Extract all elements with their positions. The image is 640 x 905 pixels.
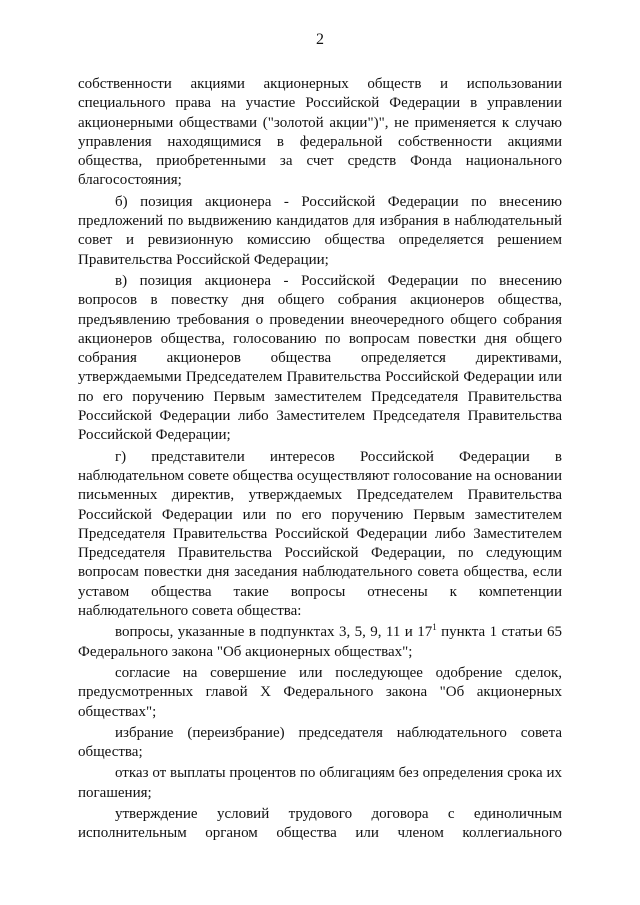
- paragraph-item-v: в) позиция акционера - Российской Федерации по внесению вопросов в повестку дня общего собрания акционеров общества, предъявлению требования о проведении внеочередного общего собрания акционеров общества, голосованию по вопросам повестки дня общего собрания акционеров общества определяется директивами, утверждаемыми Председателем Правительства Российской Федерации или по его поручению Первым заместителем Председателя Правительства Российской Федерации либо Заместителем Председателя Правительства Российской Федерации;: [78, 272, 562, 444]
- paragraph-subitem-contract: утверждение условий трудового договора с единоличным исполнительным органом общества или членом коллегиального: [78, 805, 562, 842]
- paragraph-item-b: б) позиция акционера - Российской Федерации по внесению предложений по выдвижению кандидатов для избрания в наблюдательный совет и ревизионную комиссию общества определяется решением Правительства Российской Федерации;: [78, 193, 562, 268]
- subitem-text-start: вопросы, указанные в подпунктах 3, 5, 9, 11 и 17: [115, 624, 433, 641]
- paragraph-subitem-chairman: избрание (переизбрание) председателя наблюдательного совета общества;: [78, 724, 562, 761]
- paragraph-subitem-interest: отказ от выплаты процентов по облигациям без определения срока их погашения;: [78, 765, 562, 801]
- document-body: [78, 75, 562, 844]
- paragraph-continuation: собственности акциями акционерных обществ и использовании специального права на участие Российской Федерации в управлении акционерными обществами ("золотой акции")", не применяется к случаю управления находящимися в федеральной собственности акциями общества, приобретенными за счет средств Фонда национального благосостояния;: [78, 76, 562, 189]
- page-number: 2: [316, 31, 324, 48]
- paragraph-item-g: г) представители интересов Российской Федерации в наблюдательном совете общества осуществляют голосование на основании письменных директив, утверждаемых Председателем Правительства Российской Федерации или по его поручению Первым заместителем Председателя Правительства Российской Федерации либо Заместителем Председателя Правительства Российской Федерации, по следующим вопросам повестки дня заседания наблюдательного совета общества, если уставом общества такие вопросы отнесены к компетенции наблюдательного совета общества:: [78, 448, 562, 620]
- subitem-text-end: пункта 1 статьи 65 Федерального закона "Об акционерных обществах";: [78, 624, 562, 660]
- paragraph-subitem-deals: согласие на совершение или последующее одобрение сделок, предусмотренных главой X Федерального закона "Об акционерных обществах";: [78, 664, 562, 720]
- superscript-number: 1: [432, 622, 437, 633]
- paragraph-subitem-questions: [78, 623, 562, 662]
